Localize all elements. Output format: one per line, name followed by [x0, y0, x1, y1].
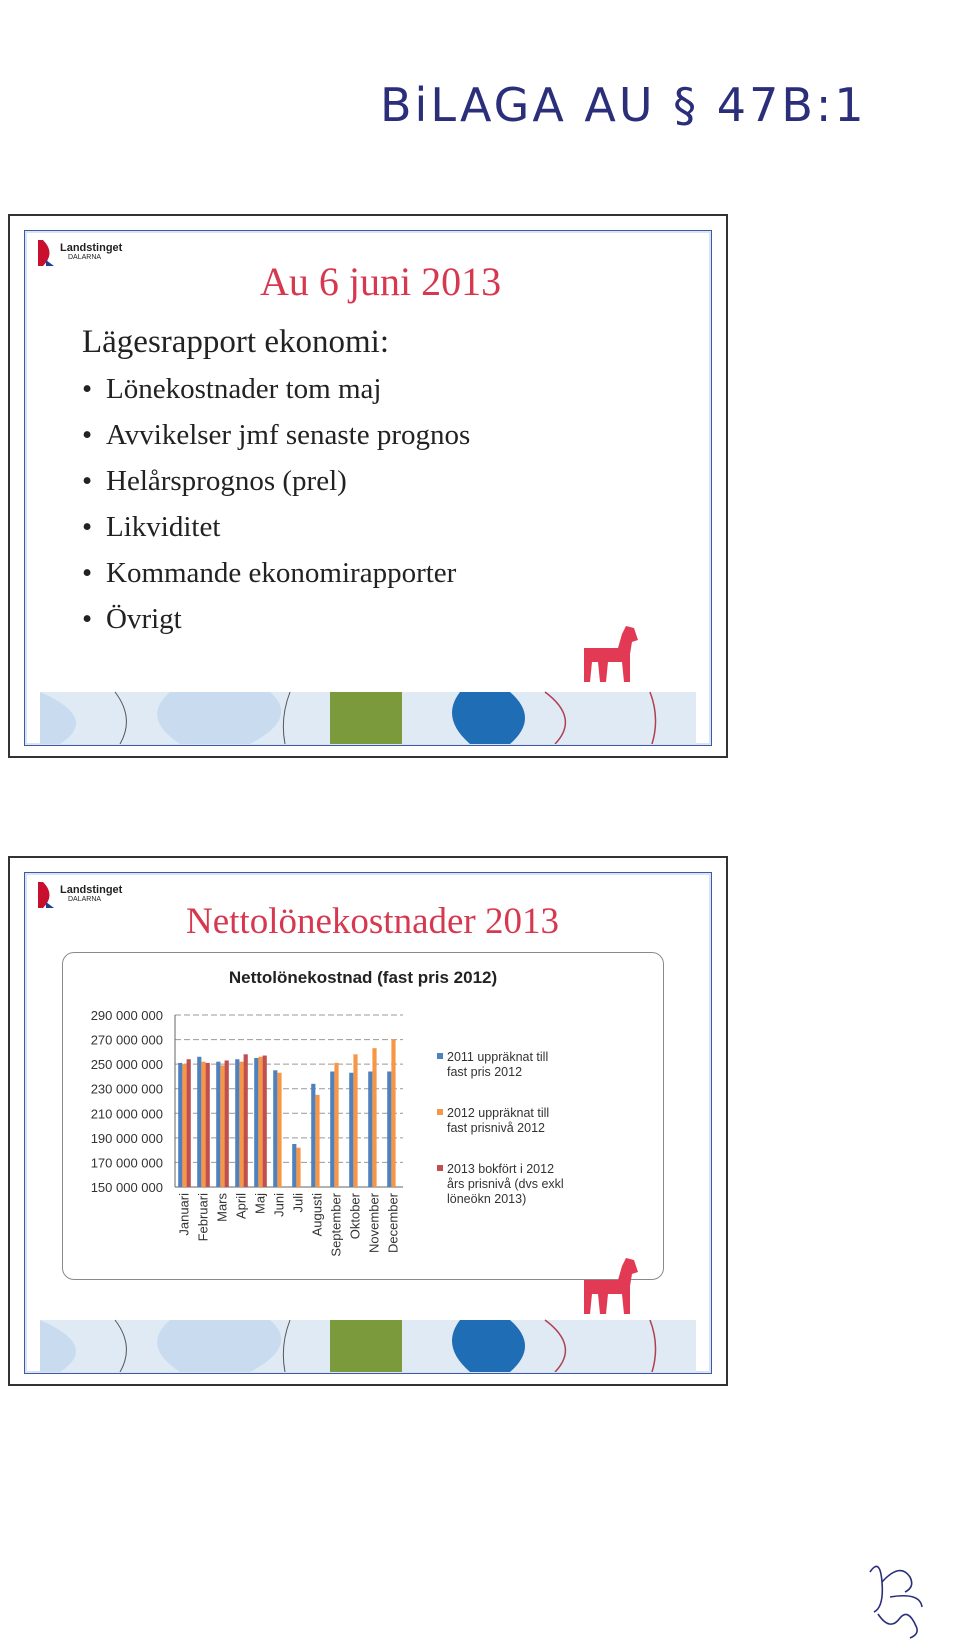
bar: [187, 1059, 191, 1187]
x-tick-label: September: [328, 1193, 344, 1257]
bar: [182, 1064, 186, 1187]
bar: [220, 1065, 224, 1187]
x-tick-label: Februari: [195, 1193, 211, 1242]
bar: [201, 1062, 205, 1187]
list-item: • Övrigt: [82, 603, 182, 635]
bar: [311, 1084, 315, 1187]
x-tick-label: Maj: [252, 1193, 268, 1214]
legend-swatch: [437, 1053, 443, 1059]
y-tick-label: 270 000 000: [90, 1032, 163, 1048]
nettolonekostnad-chart: [63, 953, 663, 1279]
bar: [254, 1058, 258, 1187]
bar: [258, 1057, 262, 1187]
bar: [178, 1063, 182, 1187]
bar: [372, 1048, 376, 1187]
y-tick-label: 150 000 000: [90, 1180, 163, 1195]
y-tick-label: 190 000 000: [90, 1130, 163, 1146]
chart-frame: [62, 952, 664, 1280]
y-tick-label: 250 000 000: [90, 1057, 163, 1073]
landstinget-logo: [38, 240, 122, 266]
list-item: • Kommande ekonomirapporter: [82, 557, 457, 589]
bar: [315, 1095, 319, 1187]
slide1-title: Au 6 juni 2013: [260, 259, 502, 304]
x-tick-label: Oktober: [347, 1193, 363, 1240]
bar: [273, 1070, 277, 1187]
dala-horse-icon: [578, 1250, 640, 1325]
x-tick-label: Augusti: [309, 1193, 325, 1237]
legend-entry: 2013 bokfört i 2012 års prisnivå (dvs exkl löneökn 2013): [447, 1162, 564, 1206]
slide-chart: [8, 856, 728, 1386]
legend-swatch: [437, 1109, 443, 1115]
x-tick-label: April: [233, 1193, 249, 1220]
logo-mark-icon: [38, 240, 56, 266]
y-tick-label: 210 000 000: [90, 1106, 163, 1122]
logo-line2: DALARNA: [68, 254, 102, 261]
landstinget-logo: [38, 882, 122, 908]
logo-line2: DALARNA: [68, 896, 102, 903]
bar: [330, 1072, 334, 1187]
y-tick-label: 290 000 000: [90, 1008, 163, 1023]
bar: [263, 1056, 267, 1187]
bar: [353, 1054, 357, 1187]
logo-line1: Landstinget: [60, 242, 123, 254]
bar: [235, 1059, 239, 1187]
legend-entry: 2012 uppräknat till fast prisnivå 2012: [447, 1106, 550, 1135]
x-tick-label: Mars: [214, 1193, 230, 1222]
logo-line1: Landstinget: [60, 884, 123, 896]
handwritten-signature: [860, 1552, 940, 1647]
slide2-title: Nettolönekostnader 2013: [186, 901, 559, 942]
bar: [244, 1054, 248, 1187]
list-item: • Helårsprognos (prel): [82, 465, 347, 497]
y-tick-label: 170 000 000: [90, 1155, 163, 1171]
bar: [292, 1144, 296, 1187]
chart-title: Nettolönekostnad (fast pris 2012): [228, 968, 498, 987]
decorative-band: [40, 688, 696, 744]
handwritten-annotation: BiLAGA AU § 47B:1: [380, 78, 867, 132]
bar: [206, 1063, 210, 1187]
list-item: • Likviditet: [82, 511, 221, 543]
x-tick-label: Juli: [290, 1193, 306, 1213]
bar: [277, 1073, 281, 1187]
list-item: • Avvikelser jmf senaste prognos: [82, 419, 471, 451]
bar: [391, 1040, 395, 1187]
bar: [368, 1072, 372, 1187]
logo-mark-icon: [38, 882, 56, 908]
x-tick-label: December: [385, 1193, 401, 1253]
bar: [349, 1073, 353, 1187]
x-tick-label: Januari: [176, 1193, 192, 1236]
dala-horse-icon: [578, 618, 640, 693]
bar: [387, 1072, 391, 1187]
bar: [296, 1148, 300, 1187]
bar: [216, 1062, 220, 1187]
list-item: • Lönekostnader tom maj: [82, 373, 382, 405]
slide-agenda: [8, 214, 728, 758]
bar: [239, 1062, 243, 1187]
bar: [225, 1060, 229, 1187]
bar: [334, 1063, 338, 1187]
x-tick-label: November: [366, 1193, 382, 1253]
slide1-heading: Lägesrapport ekonomi:: [82, 324, 389, 360]
legend-swatch: [437, 1165, 443, 1171]
legend-entry: 2011 uppräknat till fast pris 2012: [447, 1050, 549, 1079]
agenda-list: [82, 366, 470, 642]
y-tick-label: 230 000 000: [90, 1081, 163, 1097]
x-tick-label: Juni: [271, 1193, 287, 1217]
bar: [197, 1057, 201, 1187]
